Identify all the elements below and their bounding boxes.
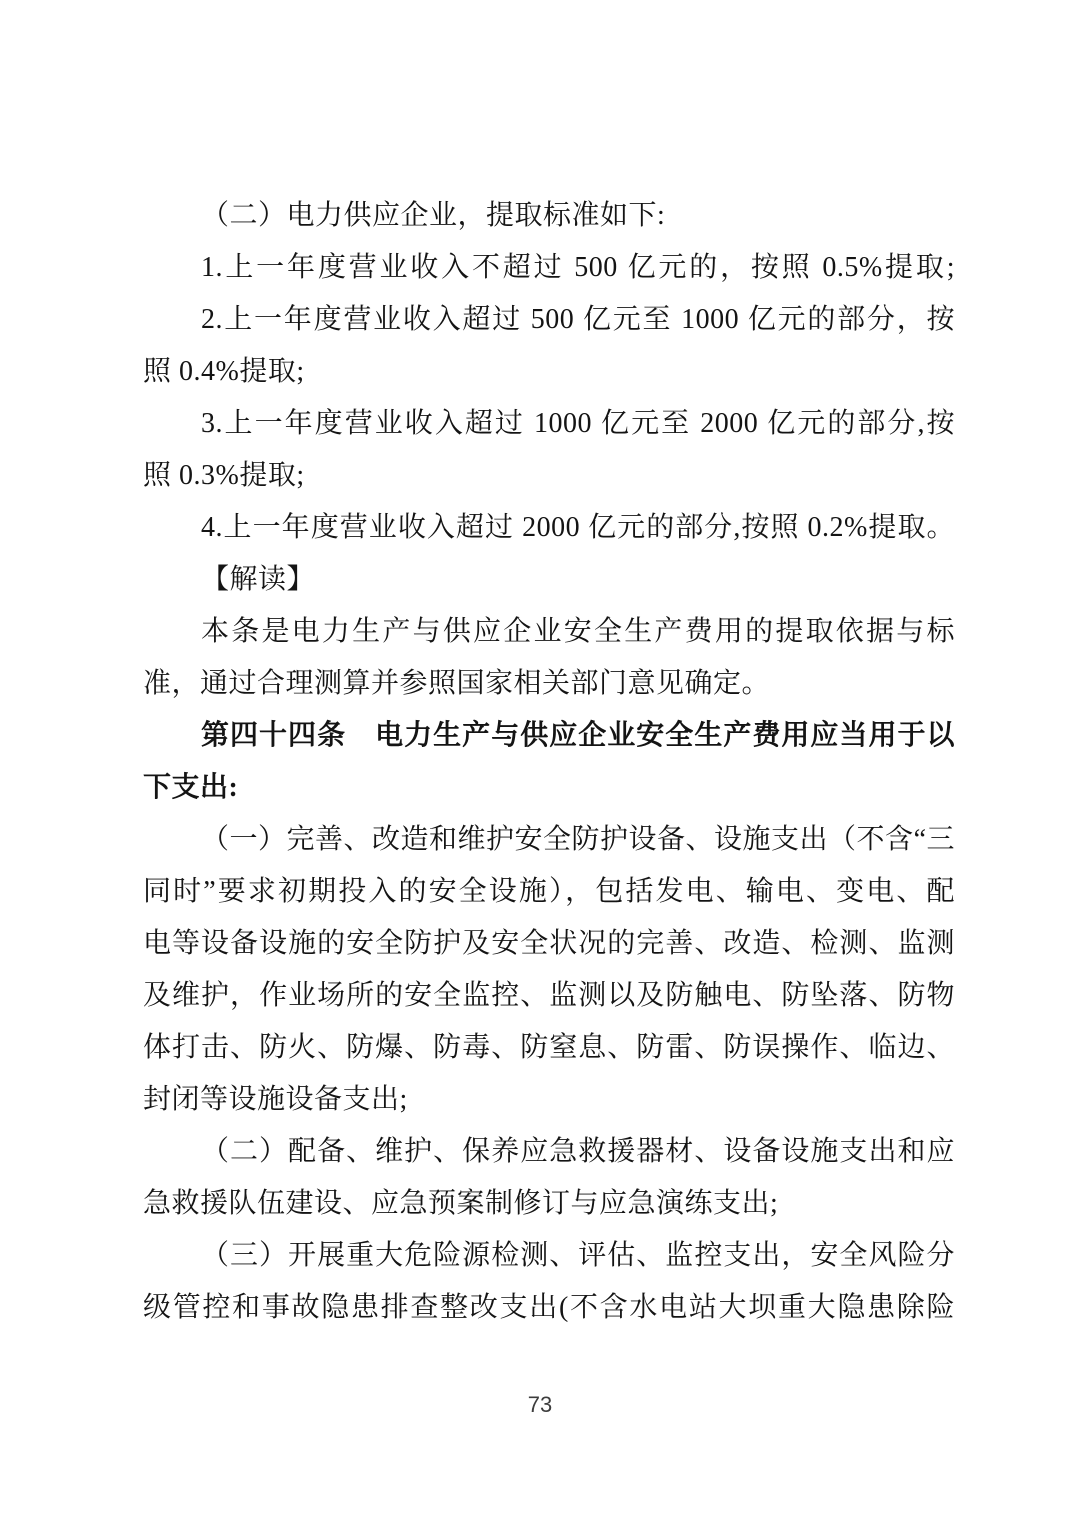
text-line: 照 0.3%提取; — [143, 460, 305, 491]
text-line: 准，通过合理测算并参照国家相关部门意见确定。 — [143, 668, 771, 699]
page-number: 73 — [527, 1392, 553, 1417]
text-line: （一）完善、改造和维护安全防护设备、设施支出（不含“三 — [201, 824, 955, 855]
page-footer — [0, 1392, 1080, 1418]
text-line: （二）配备、维护、保养应急救援器材、设备设施支出和应 — [201, 1136, 955, 1167]
text-line: 及维护，作业场所的安全监控、监测以及防触电、防坠落、防物 — [143, 980, 955, 1011]
text-line: 体打击、防火、防爆、防毒、防窒息、防雷、防误操作、临边、 — [143, 1032, 955, 1063]
text-line: 封闭等设施设备支出; — [143, 1084, 408, 1115]
text-line: 本条是电力生产与供应企业安全生产费用的提取依据与标 — [201, 616, 955, 647]
text-line: 4.上一年度营业收入超过 2000 亿元的部分,按照 0.2%提取。 — [201, 512, 955, 543]
document-body — [143, 190, 955, 1334]
text-line: 【解读】 — [201, 564, 316, 595]
text-line: 同时”要求初期投入的安全设施），包括发电、输电、变电、配 — [143, 876, 955, 907]
text-line: （二）电力供应企业，提取标准如下: — [201, 200, 666, 231]
text-line: 3.上一年度营业收入超过 1000 亿元至 2000 亿元的部分,按 — [201, 408, 955, 439]
text-line: 1.上一年度营业收入不超过 500 亿元的，按照 0.5%提取; — [201, 252, 955, 283]
text-line: 照 0.4%提取; — [143, 356, 305, 387]
article-heading-line: 下支出: — [143, 772, 239, 803]
text-line: （三）开展重大危险源检测、评估、监控支出，安全风险分 — [201, 1240, 955, 1271]
text-line: 2.上一年度营业收入超过 500 亿元至 1000 亿元的部分，按 — [201, 304, 955, 335]
text-line: 电等设备设施的安全防护及安全状况的完善、改造、检测、监测 — [143, 928, 955, 959]
text-line: 急救援队伍建设、应急预案制修订与应急演练支出; — [143, 1188, 779, 1219]
text-line: 级管控和事故隐患排查整改支出(不含水电站大坝重大隐患除险 — [143, 1292, 955, 1323]
article-heading-line: 第四十四条 电力生产与供应企业安全生产费用应当用于以 — [201, 720, 955, 751]
